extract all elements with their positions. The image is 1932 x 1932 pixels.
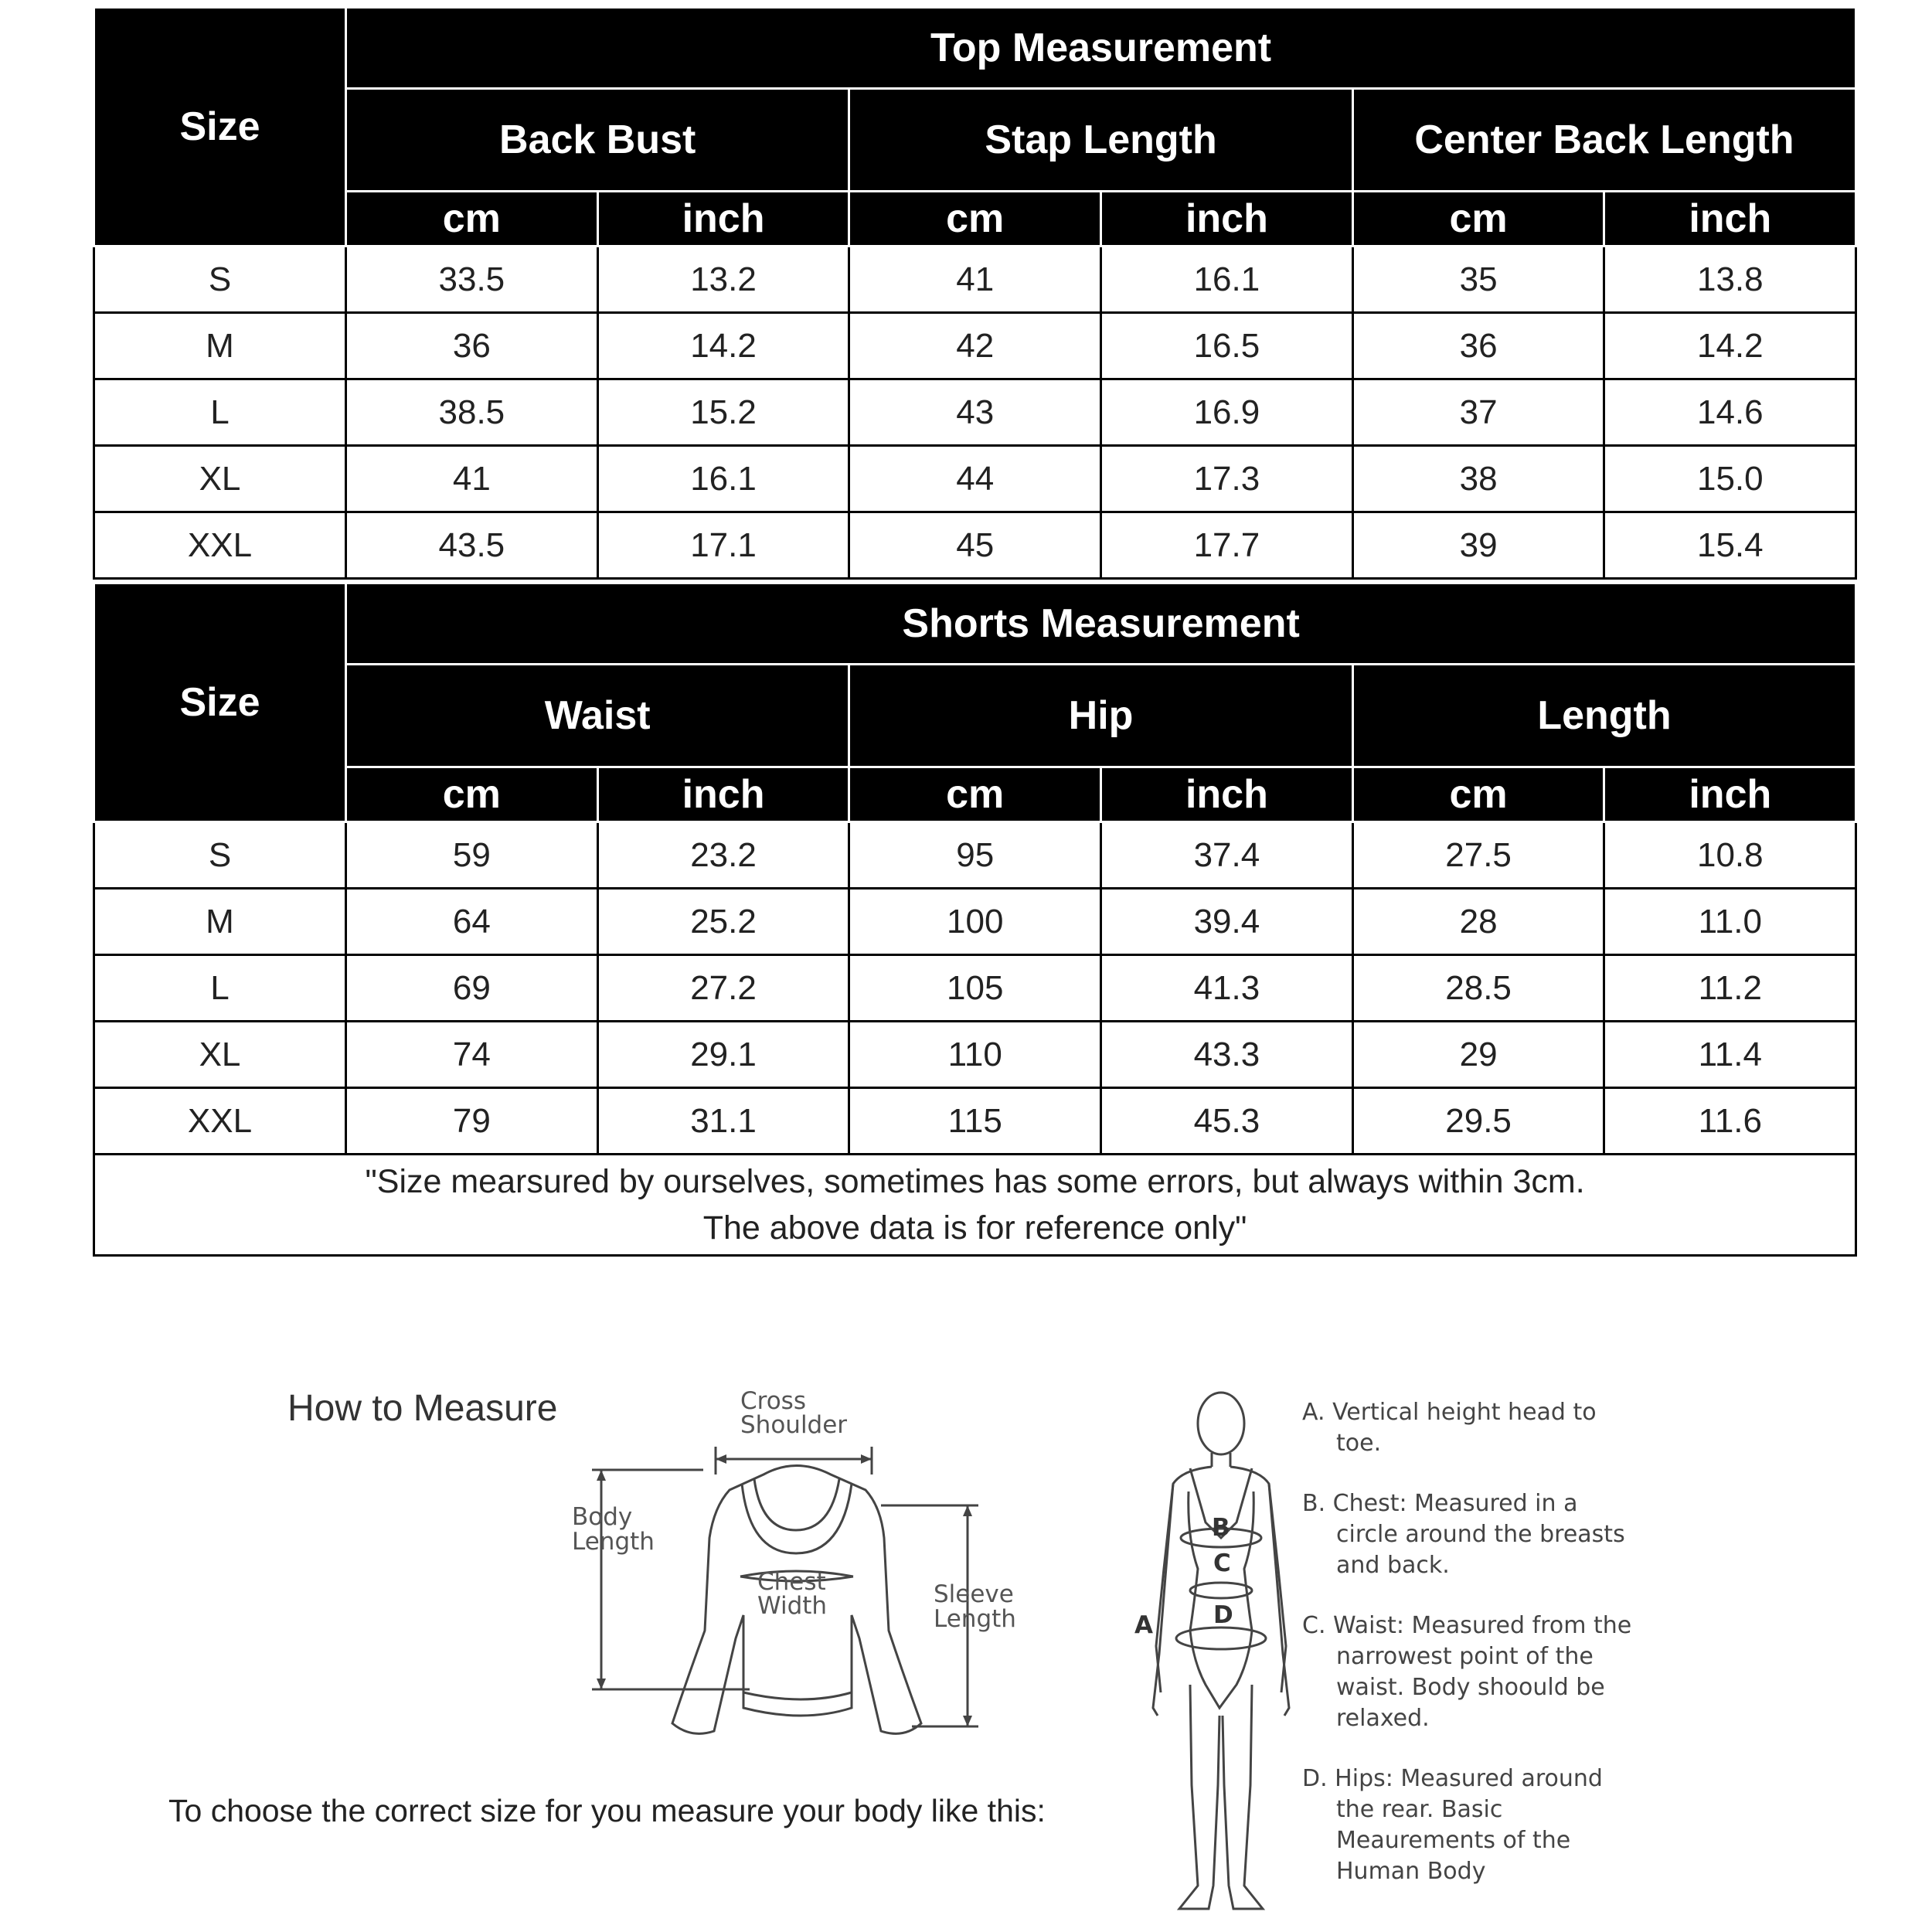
value-cell: 37 (1352, 379, 1604, 446)
value-cell: 43.5 (346, 512, 598, 579)
group-header: Hip (849, 665, 1352, 767)
value-cell: 115 (849, 1088, 1101, 1155)
size-cell: XXL (94, 512, 346, 579)
value-cell: 43.3 (1101, 1022, 1353, 1088)
cross-label-2: Shoulder (740, 1411, 848, 1439)
unit-header: inch (1604, 192, 1856, 247)
value-cell: 29 (1352, 1022, 1604, 1088)
note-row (94, 1155, 1856, 1256)
size-cell: XXL (94, 1088, 346, 1155)
how-to-measure-title: How to Measure (287, 1388, 558, 1429)
value-cell: 15.2 (597, 379, 849, 446)
unit-header: inch (597, 767, 849, 822)
value-cell: 25.2 (597, 889, 849, 955)
value-cell: 23.2 (597, 822, 849, 889)
unit-header: cm (346, 767, 598, 822)
value-cell: 14.2 (597, 313, 849, 379)
value-cell: 16.1 (597, 446, 849, 512)
table-title: Top Measurement (346, 8, 1856, 89)
size-header: Size (94, 8, 346, 247)
group-header: Stap Length (849, 89, 1352, 192)
value-cell: 64 (346, 889, 598, 955)
value-cell: 36 (1352, 313, 1604, 379)
size-cell: S (94, 247, 346, 313)
value-cell: 17.7 (1101, 512, 1353, 579)
value-cell: 110 (849, 1022, 1101, 1088)
value-cell: 31.1 (597, 1088, 849, 1155)
value-cell: 16.9 (1101, 379, 1353, 446)
value-cell: 43 (849, 379, 1101, 446)
unit-header: inch (1101, 192, 1353, 247)
group-header: Waist (346, 665, 849, 767)
table-row (94, 512, 1856, 579)
marker-a: A (1134, 1611, 1153, 1639)
value-cell: 16.1 (1101, 247, 1353, 313)
value-cell: 37.4 (1101, 822, 1353, 889)
value-cell: 95 (849, 822, 1101, 889)
unit-header: inch (1101, 767, 1353, 822)
chest-width-label-1: Chest (757, 1568, 826, 1596)
value-cell: 79 (346, 1088, 598, 1155)
table-row (94, 313, 1856, 379)
unit-header: inch (1604, 767, 1856, 822)
table-row (94, 1088, 1856, 1155)
value-cell: 100 (849, 889, 1101, 955)
value-cell: 36 (346, 313, 598, 379)
table-row (94, 955, 1856, 1022)
value-cell: 41 (849, 247, 1101, 313)
value-cell: 44 (849, 446, 1101, 512)
body-diagram (1113, 1383, 1298, 1924)
shorts-measurement-table (93, 582, 1857, 1257)
choose-size-instruction: To choose the correct size for you measure your body like this: (168, 1793, 1046, 1828)
value-cell: 59 (346, 822, 598, 889)
legend-item: A. Vertical height head to toe. (1302, 1399, 1597, 1457)
top-measurement-table (93, 6, 1857, 580)
value-cell: 11.6 (1604, 1088, 1856, 1155)
value-cell: 33.5 (346, 247, 598, 313)
table-row (94, 822, 1856, 889)
value-cell: 28 (1352, 889, 1604, 955)
unit-header: cm (1352, 192, 1604, 247)
chest-width-label-2: Width (757, 1592, 828, 1620)
value-cell: 16.5 (1101, 313, 1353, 379)
value-cell: 39.4 (1101, 889, 1353, 955)
value-cell: 13.8 (1604, 247, 1856, 313)
value-cell: 41 (346, 446, 598, 512)
value-cell: 45 (849, 512, 1101, 579)
body-length-label-1: Body (572, 1503, 633, 1531)
group-header: Center Back Length (1352, 89, 1855, 192)
value-cell: 14.2 (1604, 313, 1856, 379)
sleeve-length-label-2: Length (934, 1605, 1016, 1633)
group-header: Back Bust (346, 89, 849, 192)
size-cell: S (94, 822, 346, 889)
cross-label-1: Cross (740, 1387, 806, 1415)
group-header: Length (1352, 665, 1855, 767)
value-cell: 17.3 (1101, 446, 1353, 512)
value-cell: 38 (1352, 446, 1604, 512)
unit-header: cm (346, 192, 598, 247)
value-cell: 13.2 (597, 247, 849, 313)
value-cell: 42 (849, 313, 1101, 379)
body-length-label-2: Length (572, 1528, 655, 1556)
unit-header: cm (1352, 767, 1604, 822)
marker-d: D (1213, 1601, 1233, 1629)
legend-item: B. Chest: Measured in a circle around the breasts and back. (1302, 1490, 1625, 1579)
sleeve-length-label-1: Sleeve (934, 1580, 1014, 1608)
value-cell: 27.5 (1352, 822, 1604, 889)
measurement-legend (1302, 1397, 1642, 1917)
value-cell: 15.0 (1604, 446, 1856, 512)
note-line: The above data is for reference only" (702, 1209, 1247, 1247)
unit-header: inch (597, 192, 849, 247)
size-cell: L (94, 955, 346, 1022)
unit-header: cm (849, 767, 1101, 822)
value-cell: 74 (346, 1022, 598, 1088)
value-cell: 38.5 (346, 379, 598, 446)
disclaimer-note (94, 1155, 1856, 1256)
size-cell: M (94, 313, 346, 379)
size-cell: XL (94, 1022, 346, 1088)
table-row (94, 247, 1856, 313)
size-cell: M (94, 889, 346, 955)
marker-c: C (1213, 1549, 1231, 1577)
value-cell: 35 (1352, 247, 1604, 313)
value-cell: 11.0 (1604, 889, 1856, 955)
value-cell: 29.1 (597, 1022, 849, 1088)
value-cell: 45.3 (1101, 1088, 1353, 1155)
size-cell: XL (94, 446, 346, 512)
value-cell: 11.4 (1604, 1022, 1856, 1088)
value-cell: 29.5 (1352, 1088, 1604, 1155)
table-row (94, 1022, 1856, 1088)
table-row (94, 889, 1856, 955)
value-cell: 28.5 (1352, 955, 1604, 1022)
table-row (94, 379, 1856, 446)
value-cell: 39 (1352, 512, 1604, 579)
size-cell: L (94, 379, 346, 446)
marker-b: B (1212, 1514, 1230, 1542)
value-cell: 27.2 (597, 955, 849, 1022)
table-row (94, 446, 1856, 512)
value-cell: 10.8 (1604, 822, 1856, 889)
size-header: Size (94, 583, 346, 822)
legend-item: D. Hips: Measured around the rear. Basic Meaurements of the Human Body (1302, 1765, 1603, 1885)
value-cell: 41.3 (1101, 955, 1353, 1022)
value-cell: 15.4 (1604, 512, 1856, 579)
value-cell: 14.6 (1604, 379, 1856, 446)
note-line: "Size mearsured by ourselves, sometimes has some errors, but always within 3cm. (365, 1163, 1585, 1200)
legend-item: C. Waist: Measured from the narrowest point of the waist. Body shoould be relaxed. (1302, 1612, 1632, 1732)
value-cell: 11.2 (1604, 955, 1856, 1022)
table-title: Shorts Measurement (346, 583, 1856, 665)
value-cell: 17.1 (597, 512, 849, 579)
unit-header: cm (849, 192, 1101, 247)
value-cell: 69 (346, 955, 598, 1022)
value-cell: 105 (849, 955, 1101, 1022)
